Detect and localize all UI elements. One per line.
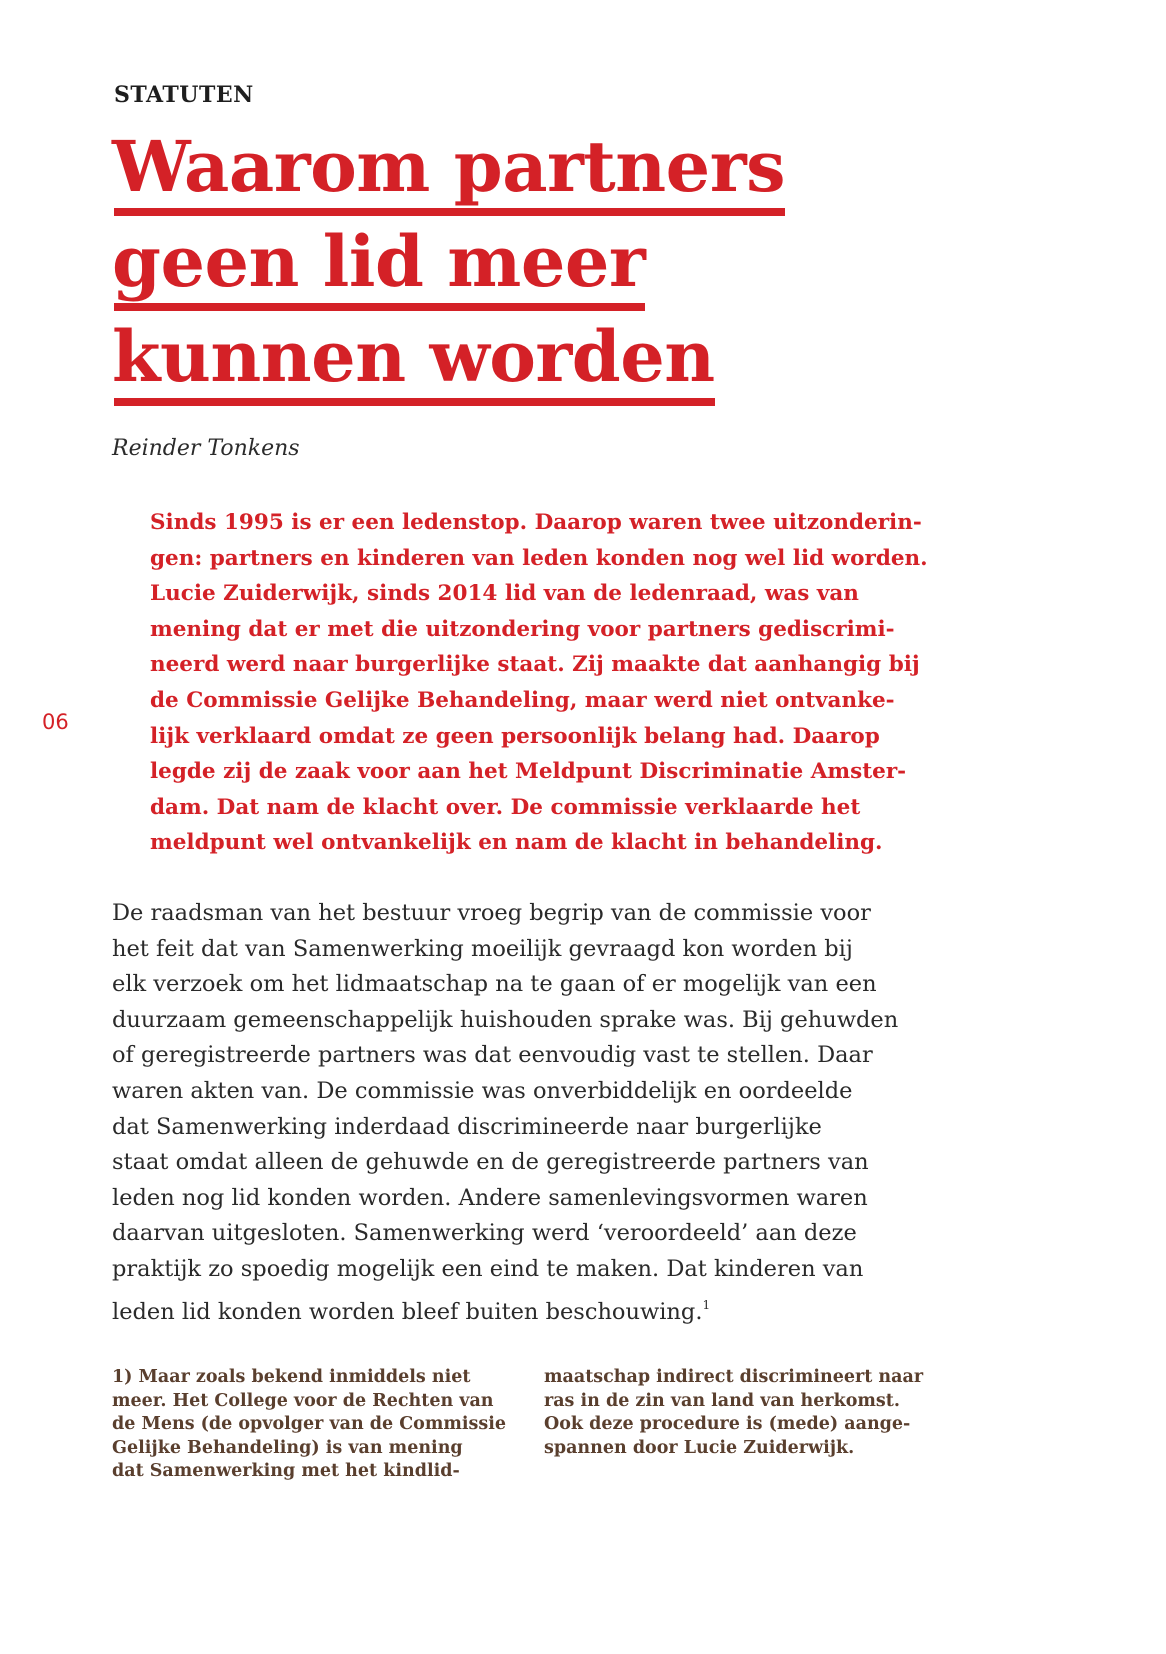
intro-line: Lucie Zuiderwijk, sinds 2014 lid van de ledenraad, was van: [150, 581, 859, 607]
footnote-line: Ook deze procedure is (mede) aange-: [544, 1414, 911, 1435]
body-line: of geregistreerde partners was dat eenvoudig vast te stellen. Daar: [112, 1042, 873, 1069]
intro-line: dam. Dat nam de klacht over. De commissie verklaarde het: [150, 794, 861, 820]
intro-line: lijk verklaard omdat ze geen persoonlijk belang had. Daarop: [150, 723, 880, 749]
body-line: elk verzoek om het lidmaatschap na te gaan of er mogelijk van een: [112, 971, 877, 998]
title-line: geen lid meer: [112, 220, 646, 303]
footnote-column-1: [112, 1366, 510, 1484]
section-label: STATUTEN: [114, 82, 254, 108]
footnote-line: meer. Het College voor de Rechten van: [112, 1390, 494, 1411]
page-number: 06: [42, 710, 69, 734]
body-line: staat omdat alleen de gehuwde en de geregistreerde partners van: [112, 1149, 869, 1176]
title-line: kunnen worden: [112, 315, 715, 398]
body-line: praktijk zo spoedig mogelijk een eind te maken. Dat kinderen van: [112, 1255, 864, 1282]
footnotes: [112, 1366, 942, 1484]
body-line-last: leden lid konden worden bleef buiten beschouwing.$^1$: [112, 1297, 711, 1325]
footnote-line: 1) Maar zoals bekend inmiddels niet: [112, 1367, 471, 1387]
intro-line: Sinds 1995 is er een ledenstop. Daarop waren twee uitzonderin-: [150, 510, 922, 535]
body-line: leden nog lid konden worden. Andere samenlevingsvormen waren: [112, 1184, 868, 1211]
footnote-column-2: [544, 1366, 942, 1484]
footnote-line: spannen door Lucie Zuiderwijk.: [544, 1437, 855, 1458]
intro-line: neerd werd naar burgerlijke staat. Zij maakte dat aanhangig bij: [150, 652, 920, 678]
footnote-line: de Mens (de opvolger van de Commissie: [112, 1414, 507, 1435]
intro-paragraph: [150, 505, 940, 861]
footnote-line: Gelijke Behandeling) is van mening: [112, 1437, 463, 1458]
body-line: dat Samenwerking inderdaad discrimineerde naar burgerlijke: [112, 1113, 822, 1140]
footnote-line: maatschap indirect discrimineert naar: [544, 1367, 924, 1387]
intro-line: gen: partners en kinderen van leden konden nog wel lid worden.: [150, 545, 928, 571]
title-line: Waarom partners: [112, 125, 785, 208]
author-byline: Reinder Tonkens: [112, 436, 300, 461]
body-paragraph: [112, 896, 942, 1330]
article-title: [112, 125, 785, 398]
body-line: het feit dat van Samenwerking moeilijk gevraagd kon worden bij: [112, 935, 853, 962]
body-line: daarvan uitgesloten. Samenwerking werd ‘veroordeeld’ aan deze: [112, 1220, 857, 1247]
intro-line: meldpunt wel ontvankelijk en nam de klacht in behandeling.: [150, 830, 883, 856]
body-line: duurzaam gemeenschappelijk huishouden sprake was. Bij gehuwden: [112, 1006, 899, 1033]
intro-line: legde zij de zaak voor aan het Meldpunt Discriminatie Amster-: [150, 759, 907, 785]
footnote-line: dat Samenwerking met het kindlid-: [112, 1461, 460, 1482]
body-line: De raadsman van het bestuur vroeg begrip van de commissie voor: [112, 900, 871, 926]
footnote-reference[interactable]: 1: [702, 1297, 711, 1312]
intro-line: mening dat er met die uitzondering voor partners gediscrimi-: [150, 616, 895, 642]
body-line: waren akten van. De commissie was onverbiddelijk en oordeelde: [112, 1077, 853, 1104]
intro-line: de Commissie Gelijke Behandeling, maar werd niet ontvanke-: [150, 687, 895, 713]
footnote-line: ras in de zin van land van herkomst.: [544, 1390, 900, 1411]
